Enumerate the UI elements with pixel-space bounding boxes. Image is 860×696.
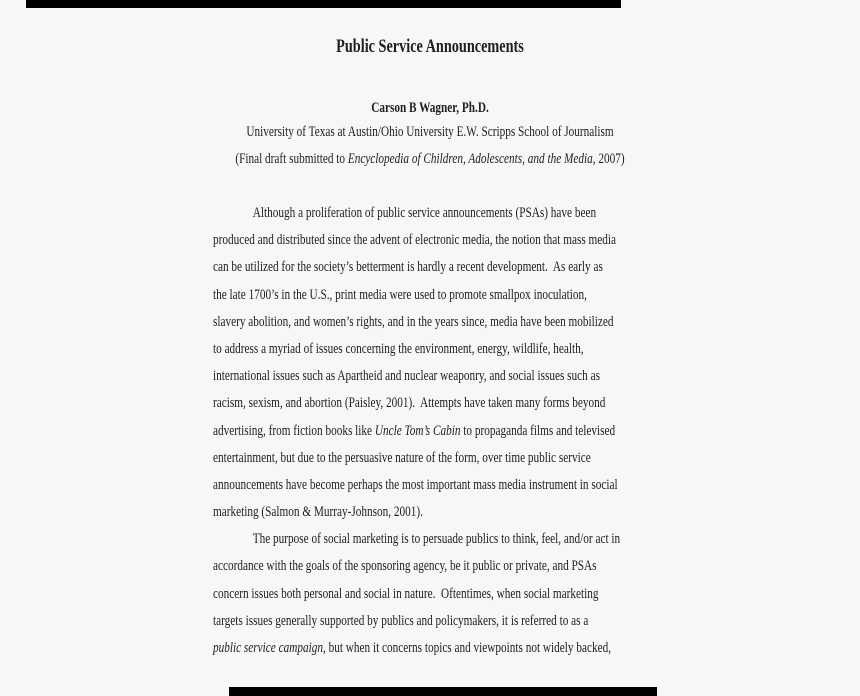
text-run: to propaganda films and televised bbox=[460, 422, 616, 439]
body-line bbox=[213, 336, 620, 363]
body-line bbox=[213, 227, 620, 254]
text-run: advertising, from fiction books like bbox=[213, 422, 375, 439]
body-line bbox=[213, 553, 620, 580]
document-body bbox=[213, 200, 756, 662]
text-run: slavery abolition, and women’s rights, and in the years since, media have been mobilized bbox=[213, 313, 614, 330]
body-line bbox=[213, 608, 620, 635]
scan-edge-artifact-bottom bbox=[229, 687, 657, 696]
body-line bbox=[213, 200, 620, 227]
body-line bbox=[213, 390, 620, 417]
text-run: Although a proliferation of public service announcements (PSAs) have been bbox=[252, 205, 597, 221]
submission-note bbox=[108, 151, 753, 168]
body-line bbox=[213, 254, 620, 281]
text-run: , but when it concerns topics and viewpoints not widely backed, bbox=[322, 640, 612, 656]
body-line bbox=[213, 635, 620, 662]
affiliation-line: University of Texas at Austin/Ohio University E.W. Scripps School of Journalism bbox=[246, 124, 614, 140]
text-run: the late 1700’s in the U.S., print media were used to promote smallpox inoculation, bbox=[213, 286, 587, 303]
body-line bbox=[213, 418, 620, 445]
author-line: Carson B Wagner, Ph.D. bbox=[371, 100, 489, 116]
text-run: accordance with the goals of the sponsoring agency, be it public or private, and PSAs bbox=[213, 558, 597, 575]
body-line bbox=[213, 445, 620, 472]
submission-note-prefix: (Final draft submitted to bbox=[235, 151, 348, 167]
body-line bbox=[213, 282, 620, 309]
body-line bbox=[213, 309, 620, 336]
submission-note-journal-title: Encyclopedia of Children, Adolescents, and the Media bbox=[347, 151, 593, 167]
italic-text-run: public service campaign bbox=[213, 640, 323, 656]
body-line bbox=[213, 363, 620, 390]
text-run: targets issues generally supported by publics and policymakers, it is referred to as a bbox=[213, 612, 589, 629]
text-run: concern issues both personal and social in nature. Oftentimes, when social marketing bbox=[213, 585, 599, 602]
body-line bbox=[213, 581, 620, 608]
page-title: Public Service Announcements bbox=[336, 36, 524, 57]
text-run: announcements have become perhaps the most important mass media instrument in social bbox=[213, 476, 618, 493]
submission-note-suffix: , 2007) bbox=[592, 151, 625, 167]
text-run: to address a myriad of issues concerning the environment, energy, wildlife, health, bbox=[213, 340, 584, 357]
text-run: international issues such as Apartheid and nuclear weaponry, and social issues such as bbox=[213, 368, 600, 385]
text-run: entertainment, but due to the persuasive nature of the form, over time public service bbox=[213, 449, 591, 466]
body-line bbox=[213, 472, 620, 499]
body-line bbox=[213, 526, 620, 553]
scan-edge-artifact-top bbox=[26, 0, 621, 8]
body-line bbox=[213, 499, 620, 526]
text-run: marketing (Salmon & Murray-Johnson, 2001). bbox=[213, 504, 423, 521]
text-run: can be utilized for the society’s betterment is hardly a recent development. As early as bbox=[213, 259, 603, 276]
text-run: produced and distributed since the advent of electronic media, the notion that mass media bbox=[213, 232, 617, 249]
italic-text-run: Uncle Tom’s Cabin bbox=[374, 422, 461, 439]
text-run: racism, sexism, and abortion (Paisley, 2001). Attempts have taken many forms beyond bbox=[213, 395, 606, 412]
text-run: The purpose of social marketing is to persuade publics to think, feel, and/or act in bbox=[252, 531, 621, 548]
